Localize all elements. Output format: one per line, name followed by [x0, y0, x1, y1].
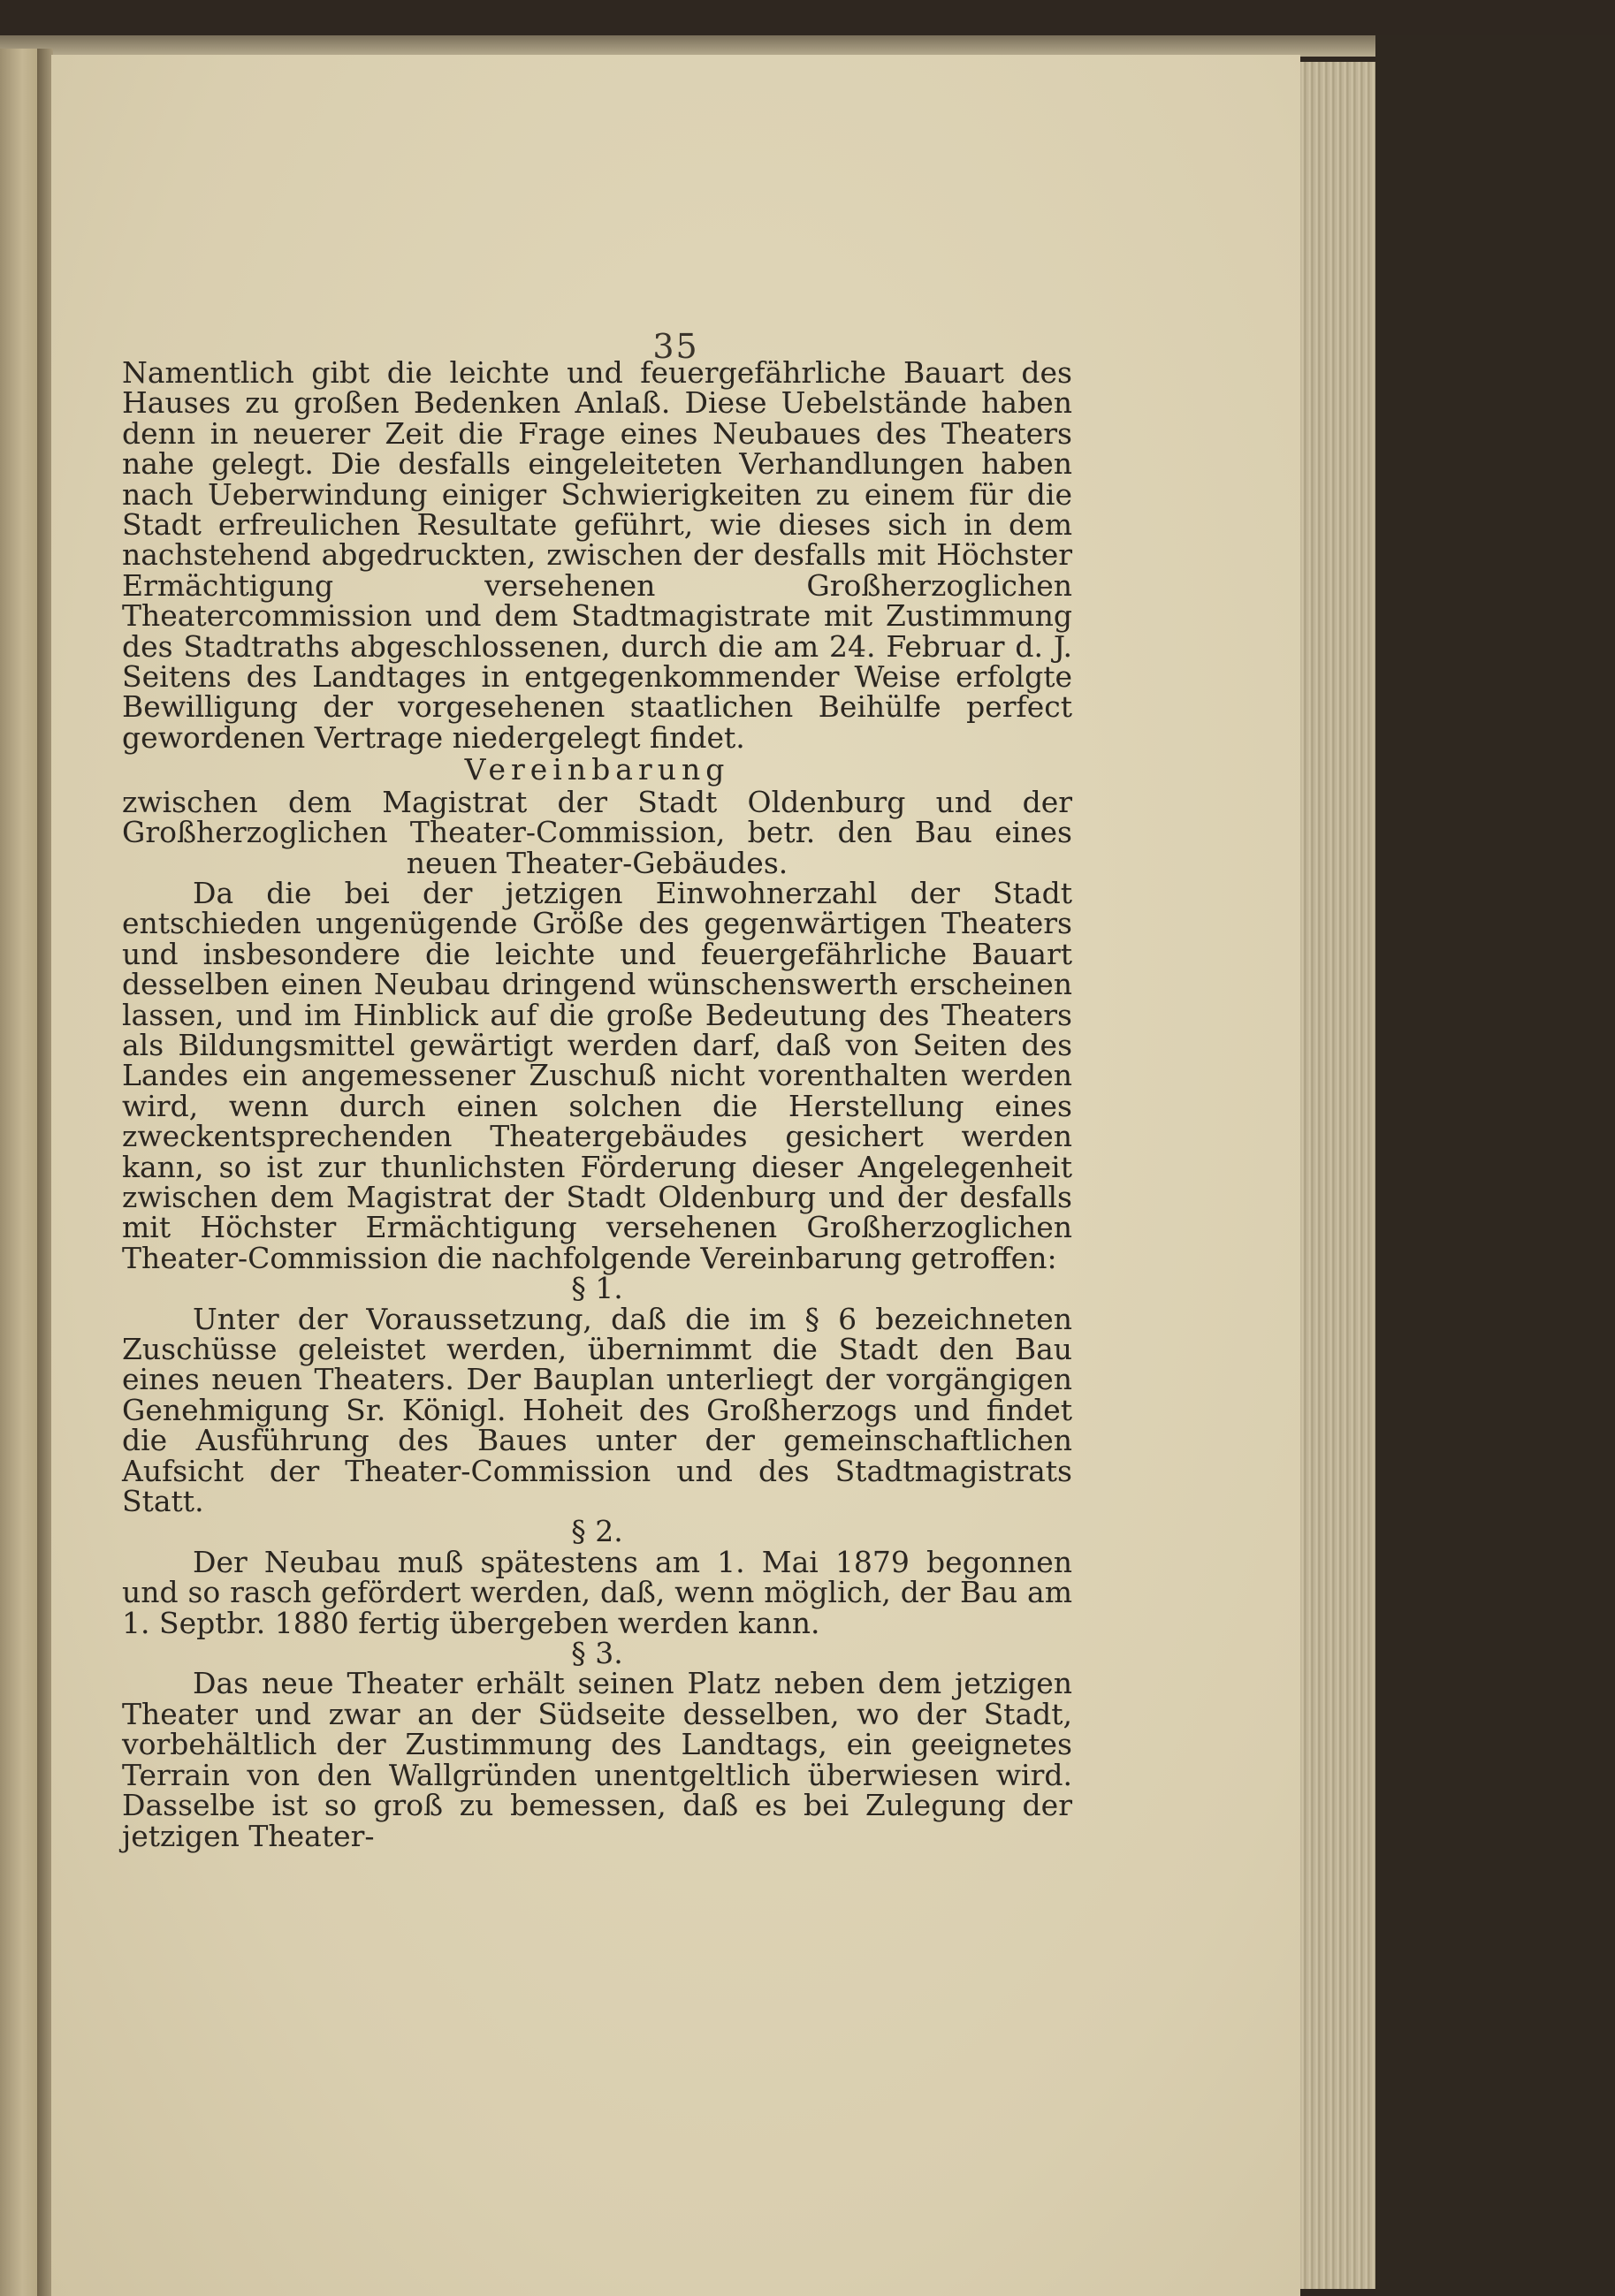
page-stack-edges: [1300, 62, 1375, 2289]
agreement-subheading: zwischen dem Magistrat der Stadt Oldenburg und der Großherzoglichen Theater-Commission, betr. den Bau eines neuen Theater-Gebäudes.: [122, 784, 1072, 880]
section-3-text: Das neue Theater erhält seinen Platz neben dem jetzigen Theater und zwar an der Südseite desselben, wo der Stadt, vorbehältlich der Zustimmung des Landtags, ein geeignetes Terrain von den Wallgründen unentgeltlich überwiesen wird. Dasselbe ist so groß zu bemessen, daß es bei Zulegung der jetzigen Theater-: [122, 1666, 1072, 1853]
intro-paragraph: Namentlich gibt die leichte und feuergefährliche Bauart des Hauses zu großen Bedenken Anlaß. Diese Uebelstände haben denn in neuerer Zeit die Frage eines Neubaues des Theaters nahe gelegt. Die desfalls eingeleiteten Verhandlungen haben nach Ueberwindung einiger Schwierigkeiten zu einem für die Stadt erfreulichen Resultate geführt, wie dieses sich in dem nachstehend abgedruckten, zwischen der desfalls mit Höchster Ermächtigung versehenen Großherzoglichen Theatercommission und dem Stadtmagistrate mit Zustimmung des Stadtraths abgeschlossenen, durch die am 24. Februar d. J. Seitens des Landtages in entgegenkommender Weise erfolgte Bewilligung der vorgesehenen staatlichen Beihülfe perfect gewordenen Vertrage niedergelegt findet.: [122, 355, 1072, 755]
section-2-text: Der Neubau muß spätestens am 1. Mai 1879 begonnen und so rasch gefördert werden, daß, wenn möglich, der Bau am 1. Septbr. 1880 fertig übergeben werden kann.: [122, 1544, 1072, 1640]
section-2-title: § 2.: [571, 1514, 623, 1549]
section-1-text: Unter der Voraussetzung, daß die im § 6 bezeichneten Zuschüsse geleistet werden, übernimmt die Stadt den Bau eines neuen Theaters. Der Bauplan unterliegt der vorgängigen Genehmigung Sr. Königl. Hoheit des Großherzogs und findet die Ausführung des Baues unter der gemeinschaftlichen Aufsicht der Theater-Commission und des Stadtmagistrats Statt.: [122, 1301, 1072, 1519]
agreement-heading: Vereinbarung: [464, 752, 730, 787]
page-top-edge: [0, 35, 1379, 57]
left-page-edge: [0, 49, 37, 2296]
page-number: 35: [652, 327, 699, 366]
page-text: [122, 355, 1072, 1853]
section-1-title: § 1.: [571, 1271, 623, 1306]
book-cover: [1375, 35, 1615, 2296]
section-3-title: § 3.: [571, 1636, 623, 1671]
preamble-paragraph: Da die bei der jetzigen Einwohnerzahl der Stadt entschieden ungenügende Größe des gegenwärtigen Theaters und insbesondere die leichte und feuergefährliche Bauart desselben einen Neubau dringend wünschenswerth erscheinen lassen, und im Hinblick auf die große Bedeutung des Theaters als Bildungsmittel gewärtigt werden darf, daß von Seiten des Landes ein angemessener Zuschuß nicht vorenthalten werden wird, wenn durch einen solchen die Herstellung eines zweckentsprechenden Theatergebäudes gesichert werden kann, so ist zur thunlichsten Förderung dieser Angelegenheit zwischen dem Magistrat der Stadt Oldenburg und der desfalls mit Höchster Ermächtigung versehenen Großherzoglichen Theater-Commission die nachfolgende Vereinbarung getroffen:: [122, 875, 1072, 1275]
